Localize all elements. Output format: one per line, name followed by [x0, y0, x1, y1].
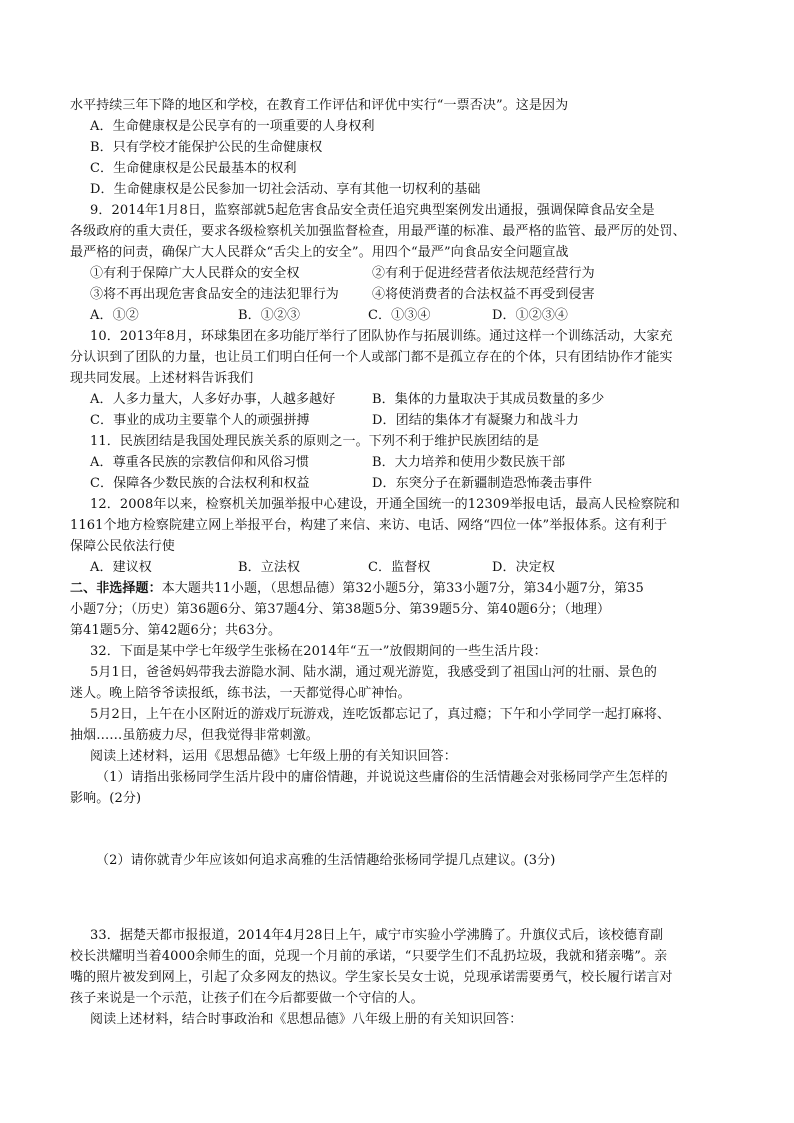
q10-stem-line-1: 10．2013年8月，环球集团在多功能厅举行了团队协作与拓展训练。通过这样一个训练活动，大家充	[90, 329, 673, 344]
section-2-title: 二、非选择题：	[70, 581, 162, 596]
q10-stem-line-2: 分认识到了团队的力量，也让员工们明白任何一个人或部门都不是孤立存在的个体，只有团结协作才能实	[70, 350, 673, 365]
q12-option-d: D．决定权	[492, 560, 555, 575]
q32-para2-line-1: 5月2日，上午在小区附近的游戏厅玩游戏，连吃饭都忘记了，真过瘾；下午和小学同学一起打麻将、	[90, 707, 671, 722]
q33-stem-line-2: 校长洪耀明当着4000余师生的面，兑现一个月前的承诺，“只要学生们不乱扔垃圾，我就和猪亲嘴”。亲	[70, 949, 668, 964]
q9-statement-1: ①有利于保障广大人民群众的安全权	[90, 266, 300, 281]
q11-stem: 11．民族团结是我国处理民族关系的原则之一。下列不利于维护民族团结的是	[90, 434, 540, 449]
q9-statement-4: ④将使消费者的合法权益不再受到侵害	[372, 287, 595, 302]
q9-option-d: D．①②③④	[492, 308, 569, 323]
q9-option-c: C．①③④	[368, 308, 431, 323]
q32-para1-line-2: 迷人。晚上陪爷爷读报纸，练书法，一天都觉得心旷神怡。	[70, 686, 411, 701]
q9-option-b: B．①②③	[238, 308, 301, 323]
q32-para1-line-1: 5月1日，爸爸妈妈带我去游隐水洞、陆水湖，通过观光游览，我感受到了祖国山河的壮丽、景色的	[90, 665, 657, 680]
section-2-line-1	[70, 580, 644, 597]
q9-statement-3: ③将不再出现危害食品安全的违法犯罪行为	[90, 287, 339, 302]
q8-stem-line: 水平持续三年下降的地区和学校，在教育工作评估和评优中实行“一票否决”。这是因为	[70, 98, 569, 113]
section-2-desc: 本大题共11小题，（思想品德）第32小题5分，第33小题7分，第34小题7分，第35	[161, 581, 644, 596]
q10-option-b: B．集体的力量取决于其成员数量的多少	[372, 392, 605, 407]
q10-stem-line-3: 现共同发展。上述材料告诉我们	[70, 371, 254, 386]
q11-option-a: A．尊重各民族的宗教信仰和风俗习惯	[90, 455, 310, 470]
q12-stem-line-2: 1161个地方检察院建立网上举报平台，构建了来信、来访、电话、网络“四位一体”举报体系。这有利于	[70, 518, 668, 533]
q10-option-d: D．团结的集体才有凝聚力和战斗力	[372, 413, 580, 428]
q32-para2-line-2: 抽烟……虽筋疲力尽，但我觉得非常刺激。	[70, 728, 319, 743]
q32-sub2: （2）请你就青少年应该如何追求高雅的生活情趣给张杨同学提几点建议。(3分)	[96, 853, 556, 868]
q12-option-b: B．立法权	[238, 560, 301, 575]
q33-instruction: 阅读上述材料，结合时事政治和《思想品德》八年级上册的有关知识回答：	[90, 1012, 523, 1027]
q12-stem-line-1: 12．2008年以来，检察机关加强举报中心建设，开通全国统一的12309举报电话，最高人民检察院和	[90, 497, 680, 512]
q9-statement-2: ②有利于促进经营者依法规范经营行为	[372, 266, 595, 281]
q32-stem: 32．下面是某中学七年级学生张杨在2014年“五一”放假期间的一些生活片段：	[90, 644, 547, 659]
q9-stem-line-1: 9．2014年1月8日，监察部就5起危害食品安全责任追究典型案例发出通报，强调保障食品安全是	[90, 203, 655, 218]
section-2-line-2: 小题7分；（历史）第36题6分、第37题4分、第38题5分、第39题5分、第40题6分；（地理）	[70, 602, 611, 617]
q12-option-c: C．监督权	[368, 560, 431, 575]
q11-option-b: B．大力培养和使用少数民族干部	[372, 455, 566, 470]
q33-stem-line-3: 嘴的照片被发到网上，引起了众多网友的热议。学生家长吴女士说，兑现承诺需要勇气，校长履行诺言对	[70, 970, 673, 985]
q8-option-b: B．只有学校才能保护公民的生命健康权	[90, 140, 323, 155]
q8-option-a: A．生命健康权是公民享有的一项重要的人身权利	[90, 119, 375, 134]
q33-stem-line-4: 孩子来说是一个示范，让孩子们在今后都要做一个守信的人。	[70, 991, 424, 1006]
q9-option-a: A．①②	[90, 308, 139, 323]
q9-stem-line-3: 最严格的问责，确保广大人民群众“舌尖上的安全”。用四个“最严”向食品安全问题宣战	[70, 245, 569, 260]
q9-stem-line-2: 各级政府的重大责任，要求各级检察机关加强监督检查，用最严谨的标准、最严格的监管、最严厉的处罚、	[70, 224, 686, 239]
q11-option-d: D．东突分子在新疆制造恐怖袭击事件	[372, 476, 593, 491]
q32-sub1-line-1: （1）请指出张杨同学生活片段中的庸俗情趣，并说说这些庸俗的生活情趣会对张杨同学产生怎样的	[96, 770, 668, 785]
q12-stem-line-3: 保障公民依法行使	[70, 539, 175, 554]
q8-option-c: C．生命健康权是公民最基本的权利	[90, 161, 297, 176]
q11-option-c: C．保障各少数民族的合法权利和权益	[90, 476, 310, 491]
section-2-line-3: 第41题5分、第42题6分；共63分。	[70, 623, 282, 638]
q32-sub1-line-2: 影响。(2分)	[70, 791, 142, 806]
q10-option-c: C．事业的成功主要靠个人的顽强拼搏	[90, 413, 310, 428]
q33-stem-line-1: 33．据楚天都市报报道，2014年4月28日上午，咸宁市实验小学沸腾了。升旗仪式后，该校德育副	[90, 928, 664, 943]
q10-option-a: A．人多力量大，人多好办事，人越多越好	[90, 392, 336, 407]
q12-option-a: A．建议权	[90, 560, 152, 575]
q32-instruction: 阅读上述材料，运用《思想品德》七年级上册的有关知识回答：	[90, 749, 457, 764]
q8-option-d: D．生命健康权是公民参加一切社会活动、享有其他一切权利的基础	[90, 182, 481, 197]
